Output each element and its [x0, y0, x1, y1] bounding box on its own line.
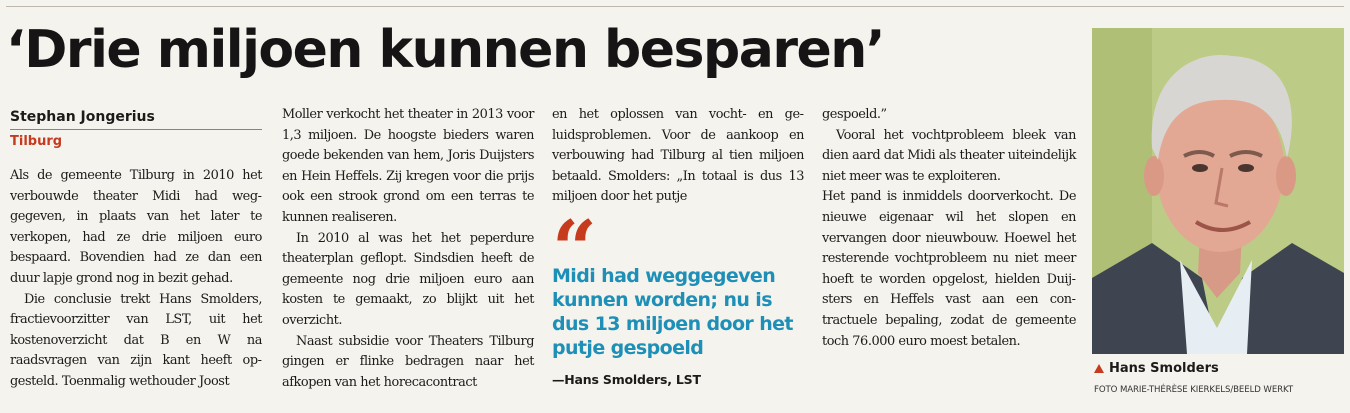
- pull-quote-attribution: —Hans Smolders, LST: [552, 372, 701, 387]
- paragraph: Moller verkocht het theater in 2013 voor 1,3 miljoen. De hoogste bieders waren goede bekenden van hem, Joris Duijsters en Hein Heffels. Zij kregen voor die prijs ook een strook grond om een terras te kunnen realiseren.: [282, 107, 534, 225]
- paragraph: Als de gemeente Tilburg in 2010 het verbouwde theater Midi had weggegeven, in plaats van het later te verkopen, had ze drie miljoen euro bespaard. Bovendien had ze dan een duur lapje grond nog in bezit gehad.: [10, 168, 262, 286]
- article-column-3: [552, 105, 804, 208]
- dateline-location: Tilburg: [10, 134, 63, 149]
- caption-marker-icon: [1094, 364, 1104, 373]
- photo-caption: [1094, 361, 1219, 376]
- author-name: Stephan Jongerius: [10, 109, 155, 125]
- paragraph: en het oplossen van vocht- en geluidsproblemen. Voor de aankoop en verbouwing had Tilburg al tien miljoen betaald. Smolders: „In totaal is dus 13 miljoen door het putje: [552, 107, 804, 205]
- photo-caption-text: Hans Smolders: [1109, 361, 1219, 376]
- article-column-4: [822, 105, 1076, 352]
- headline: ‘Drie miljoen kunnen besparen’: [6, 20, 884, 80]
- quote-mark-icon: “: [552, 204, 597, 295]
- top-rule: [6, 6, 1344, 7]
- byline-rule: [10, 129, 262, 130]
- paragraph: Het pand is inmiddels doorverkocht. De nieuwe eigenaar wil het slopen en vervangen door nieuwbouw. Hoewel het resterende vochtprobleem nu niet meer hoeft te worden opgelost, hielden Duijsters en Heffels vast aan een contractuele bepaling, zodat de gemeente toch 76.000 euro moest betalen.: [822, 189, 1076, 349]
- pull-quote-text: Midi had weggegeven kunnen worden; nu is dus 13 miljoen door het putje gespoeld: [552, 265, 793, 359]
- paragraph: In 2010 al was het het peperdure theaterplan geflopt. Sindsdien heeft de gemeente nog drie miljoen euro aan kosten te gemaakt, zo blijkt uit het overzicht.: [282, 230, 534, 328]
- article-column-2: [282, 105, 534, 393]
- paragraph: Naast subsidie voor Theaters Tilburg gingen er flinke bedragen naar het afkopen van het horecacontract: [282, 333, 534, 390]
- portrait-illustration: [1092, 28, 1344, 354]
- byline: [10, 108, 262, 150]
- paragraph: gespoeld.”: [822, 107, 887, 122]
- photo-credit: FOTO MARIE-THÉRÈSE KIERKELS/BEELD WERKT: [1094, 385, 1294, 395]
- paragraph: Vooral het vochtprobleem bleek van dien aard dat Midi als theater uiteindelijk niet meer was te exploiteren.: [822, 127, 1076, 184]
- paragraph: Die conclusie trekt Hans Smolders, fractievoorzitter van LST, uit het kostenoverzicht dat B en W na raadsvragen van zijn kant heeft opgesteld. Toenmalig wethouder Joost: [10, 291, 262, 389]
- article-column-1: [10, 166, 262, 393]
- portrait-photo: [1092, 28, 1344, 354]
- pull-quote: [552, 204, 804, 387]
